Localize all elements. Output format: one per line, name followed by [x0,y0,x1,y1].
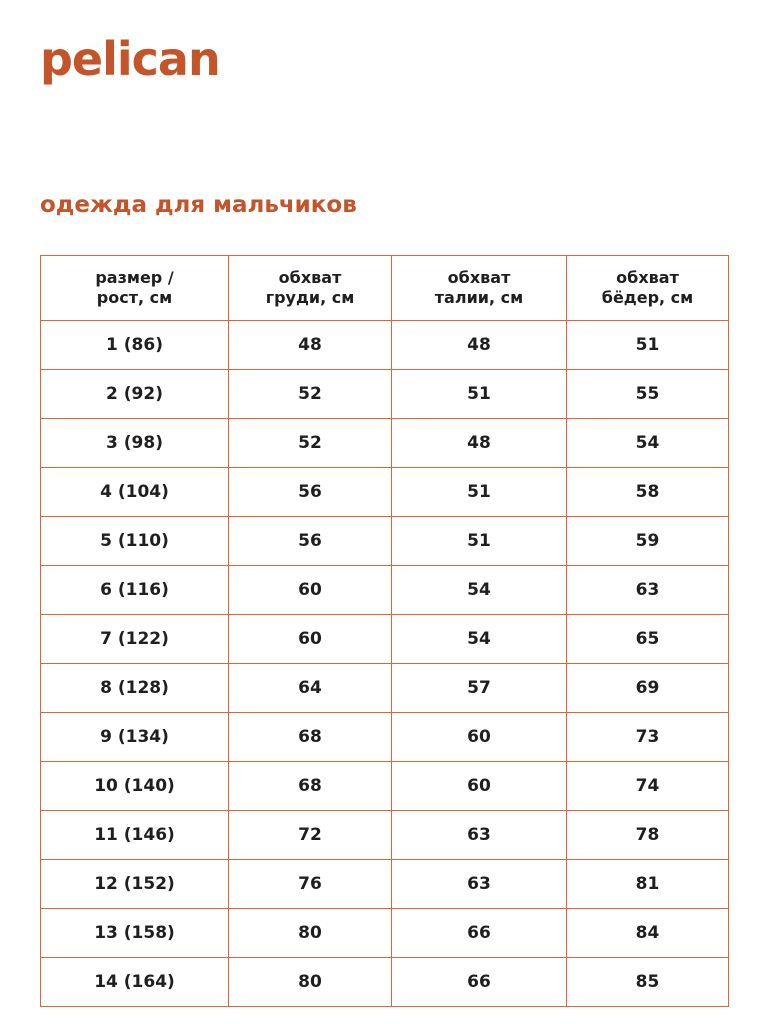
cell-hips: 78 [567,811,729,860]
cell-chest: 60 [229,615,392,664]
table-row [41,909,729,958]
column-header-chest-line2: груди, см [265,288,355,307]
cell-waist: 63 [392,860,567,909]
cell-size: 9 (134) [41,713,229,762]
table-row [41,958,729,1007]
column-header-hips-line1: обхват [616,268,679,287]
cell-size: 4 (104) [41,468,229,517]
column-header-hips-line2: бёдер, см [601,288,694,307]
cell-waist: 66 [392,958,567,1007]
cell-size: 11 (146) [41,811,229,860]
cell-size: 6 (116) [41,566,229,615]
cell-waist: 48 [392,419,567,468]
cell-hips: 63 [567,566,729,615]
cell-waist: 60 [392,762,567,811]
cell-hips: 81 [567,860,729,909]
cell-size: 14 (164) [41,958,229,1007]
table-header-row [41,256,729,321]
size-table-container [40,255,728,1007]
cell-waist: 57 [392,664,567,713]
table-row [41,517,729,566]
column-header-chest [229,256,392,321]
cell-hips: 73 [567,713,729,762]
cell-hips: 65 [567,615,729,664]
cell-chest: 68 [229,713,392,762]
table-body [41,321,729,1007]
cell-size: 12 (152) [41,860,229,909]
size-table [40,255,729,1007]
table-header [41,256,729,321]
cell-chest: 52 [229,370,392,419]
table-row [41,419,729,468]
page-title: одежда для мальчиков [40,192,357,218]
column-header-waist-line1: обхват [447,268,511,287]
cell-waist: 48 [392,321,567,370]
cell-chest: 72 [229,811,392,860]
cell-size: 8 (128) [41,664,229,713]
cell-size: 5 (110) [41,517,229,566]
brand-logo: pelican [40,32,220,86]
cell-size: 1 (86) [41,321,229,370]
cell-chest: 80 [229,909,392,958]
table-row [41,566,729,615]
table-row [41,860,729,909]
cell-hips: 55 [567,370,729,419]
table-row [41,664,729,713]
cell-hips: 84 [567,909,729,958]
cell-hips: 69 [567,664,729,713]
cell-size: 7 (122) [41,615,229,664]
cell-size: 3 (98) [41,419,229,468]
cell-waist: 51 [392,468,567,517]
cell-waist: 51 [392,517,567,566]
cell-chest: 64 [229,664,392,713]
table-row [41,811,729,860]
column-header-size-line1: размер / [95,268,174,287]
table-row [41,762,729,811]
cell-size: 13 (158) [41,909,229,958]
table-row [41,615,729,664]
cell-waist: 60 [392,713,567,762]
cell-waist: 51 [392,370,567,419]
cell-chest: 56 [229,517,392,566]
cell-chest: 68 [229,762,392,811]
cell-chest: 60 [229,566,392,615]
cell-hips: 74 [567,762,729,811]
cell-hips: 59 [567,517,729,566]
cell-chest: 80 [229,958,392,1007]
column-header-hips [567,256,729,321]
cell-hips: 51 [567,321,729,370]
cell-hips: 58 [567,468,729,517]
column-header-chest-line1: обхват [278,268,342,287]
cell-chest: 48 [229,321,392,370]
cell-hips: 85 [567,958,729,1007]
table-row [41,713,729,762]
column-header-waist [392,256,567,321]
table-row [41,370,729,419]
table-row [41,468,729,517]
cell-waist: 63 [392,811,567,860]
cell-waist: 54 [392,615,567,664]
cell-waist: 66 [392,909,567,958]
column-header-size [41,256,229,321]
cell-chest: 52 [229,419,392,468]
column-header-size-line2: рост, см [96,288,173,307]
cell-hips: 54 [567,419,729,468]
table-row [41,321,729,370]
cell-chest: 76 [229,860,392,909]
column-header-waist-line2: талии, см [434,288,524,307]
cell-chest: 56 [229,468,392,517]
cell-size: 10 (140) [41,762,229,811]
cell-size: 2 (92) [41,370,229,419]
cell-waist: 54 [392,566,567,615]
